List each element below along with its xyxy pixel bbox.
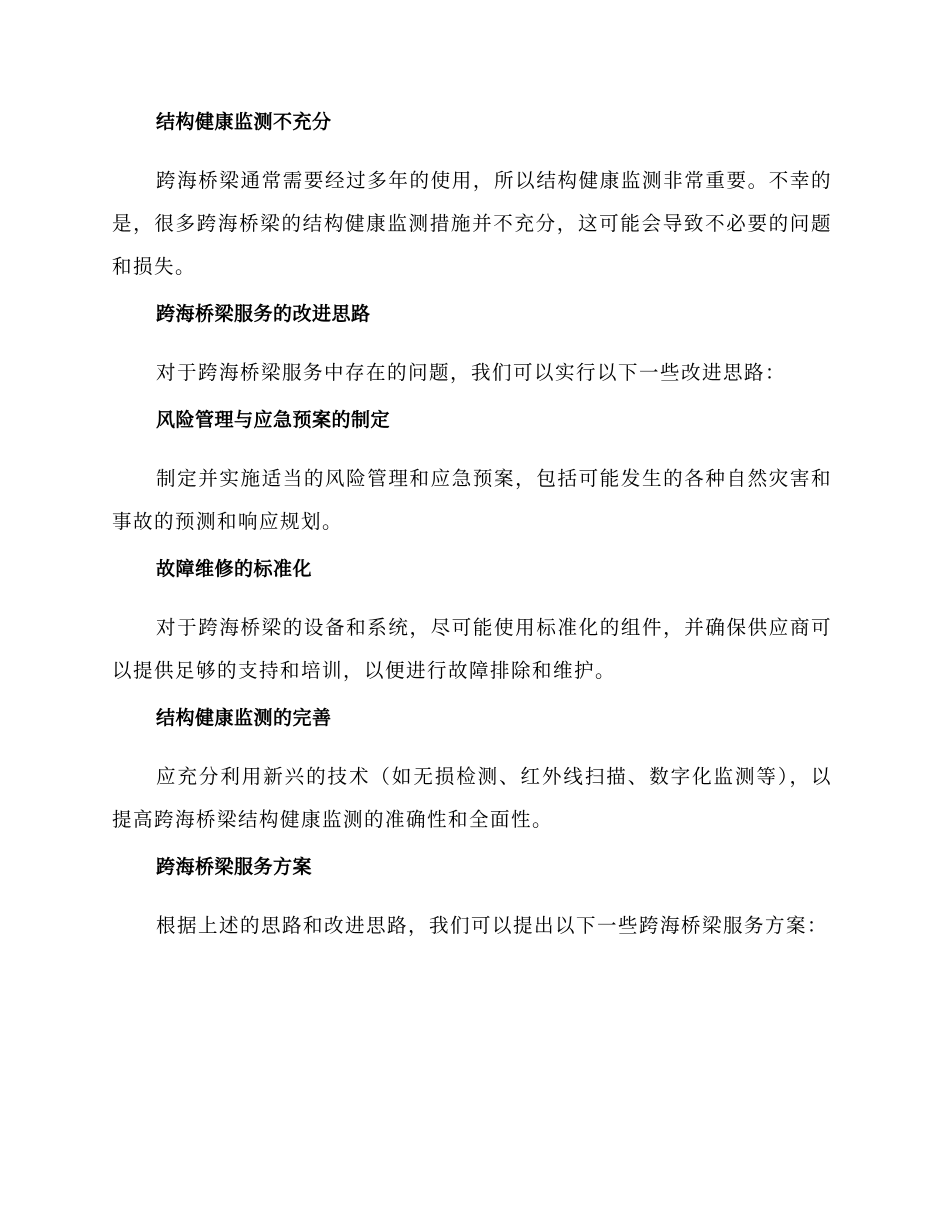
section-paragraph-risk-management: 制定并实施适当的风险管理和应急预案，包括可能发生的各种自然灾害和事故的预测和响应规划。 [112, 467, 832, 533]
section-paragraph-repair-standardization: 对于跨海桥梁的设备和系统，尽可能使用标准化的组件，并确保供应商可以提供足够的支持和培训，以便进行故障排除和维护。 [112, 616, 832, 682]
section-paragraph-structural-monitoring-insufficient: 跨海桥梁通常需要经过多年的使用，所以结构健康监测非常重要。不幸的是，很多跨海桥梁的结构健康监测措施并不充分，这可能会导致不必要的问题和损失。 [112, 169, 832, 278]
section-heading-improvement-ideas: 跨海桥梁服务的改进思路 [156, 303, 371, 325]
document-page [112, 108, 832, 947]
section-paragraph-service-plan: 根据上述的思路和改进思路，我们可以提出以下一些跨海桥梁服务方案： [156, 914, 829, 937]
section-heading-risk-management: 风险管理与应急预案的制定 [156, 409, 391, 431]
section-heading-monitoring-improvement: 结构健康监测的完善 [156, 707, 332, 729]
section-heading-structural-monitoring-insufficient: 结构健康监测不充分 [156, 111, 332, 133]
section-paragraph-monitoring-improvement: 应充分利用新兴的技术（如无损检测、红外线扫描、数字化监测等），以提高跨海桥梁结构健康监测的准确性和全面性。 [112, 765, 832, 831]
section-heading-repair-standardization: 故障维修的标准化 [156, 558, 313, 580]
section-heading-service-plan: 跨海桥梁服务方案 [156, 856, 313, 878]
section-paragraph-improvement-ideas: 对于跨海桥梁服务中存在的问题，我们可以实行以下一些改进思路： [156, 361, 787, 384]
